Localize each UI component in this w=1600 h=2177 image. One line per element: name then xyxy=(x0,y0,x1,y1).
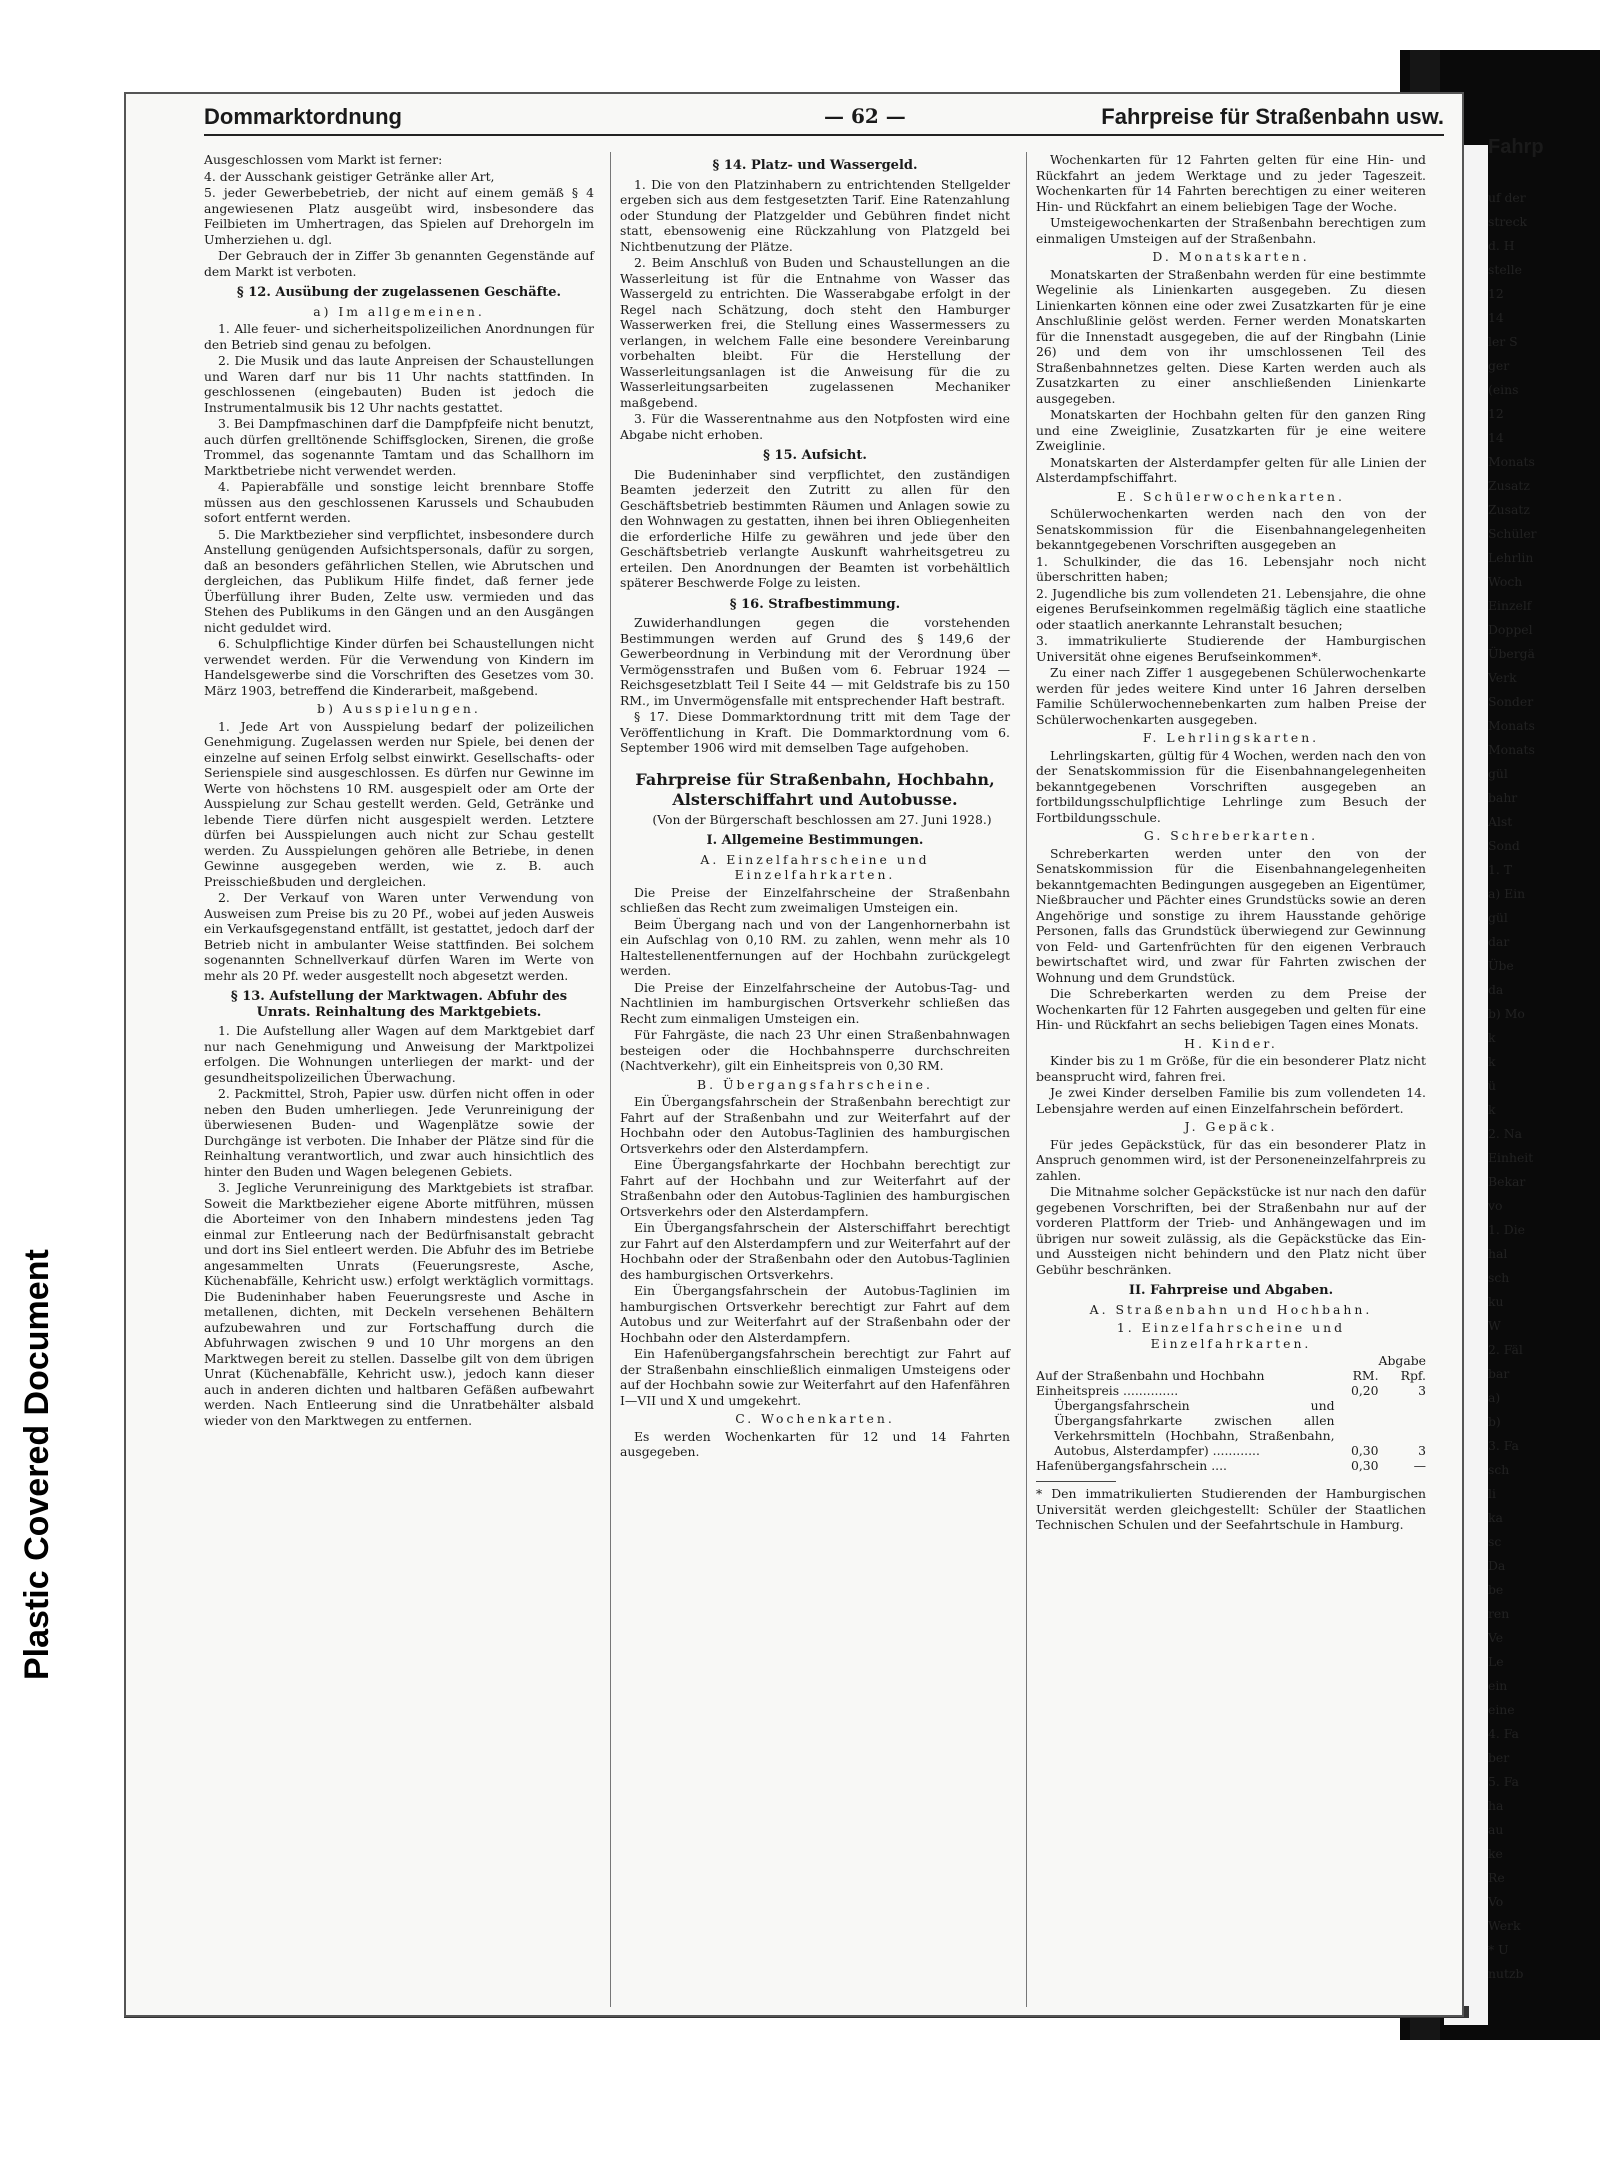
next-page-fragment-line: au xyxy=(1488,1822,1504,1837)
section-heading: § 14. Platz- und Wassergeld. xyxy=(712,158,918,173)
next-page-fragment-line: k xyxy=(1488,1102,1496,1117)
next-page-fragment-line: Lehrlin xyxy=(1488,550,1534,565)
paragraph: 1. Die von den Platzinhabern zu entrichtenden Stellgelder ergeben sich aus dem festgesetzten Tarif. Eine Ratenzahlung oder Stundung der Platzgelder und Gebühren findet nicht statt, ebensowenig eine Rückzahlung von Platzgeld bei Nichtbenutzung der Plätze. xyxy=(620,176,1010,254)
next-page-fragment-line: Werk xyxy=(1488,1918,1521,1933)
fare-row-label: Einheitspreis .............. xyxy=(1036,1383,1179,1398)
page-number: — 62 — xyxy=(824,104,906,128)
section-heading: § 13. Aufstellung der Marktwagen. Abfuhr des Unrats. Reinhaltung des Marktgebiets. xyxy=(230,989,568,1020)
next-page-fragment-line: Einzelf xyxy=(1488,598,1532,613)
next-page-fragment-line: Schüler xyxy=(1488,526,1537,541)
subsection-heading: G. Schreberkarten. xyxy=(1143,828,1319,843)
paragraph: Beim Übergang nach und von der Langenhornerbahn ist ein Aufschlag von 0,10 RM. zu zahlen, wenn mehr als 10 Haltestellenentfernungen auf der Hochbahn zurückgelegt werden. xyxy=(620,916,1010,978)
paragraph: § 17. Diese Dommarktordnung tritt mit dem Tage der Veröffentlichung in Kraft. Die Dommarktordnung vom 6. September 1906 wird mit demselben Tage aufgehoben. xyxy=(620,709,1010,755)
fare-table-header xyxy=(1036,1353,1426,1383)
next-page-fragment-line: Übe xyxy=(1488,958,1514,973)
section-heading: II. Fahrpreise und Abgaben. xyxy=(1128,1283,1334,1298)
next-page-fragment-line: ku xyxy=(1488,1294,1504,1309)
paragraph: Schreberkarten werden unter den von der Senatskommission für die Eisenbahnangelegenheiten bekanntgemachten Bedingungen ausgegeben an Eigentümer, Nießbraucher und Pächter eines Grundstücks sowie an deren Angehörige und sonstige zu ihrem Hausstande gehörige Personen, falls das Grundstück überwiegend zur Gewinnung von Feld- und Gartenfrüchten für den eigenen Verbrauch bewirtschaftet wird, und zwar für Fahrten zwischen der Wohnung und dem Grundstück. xyxy=(1036,845,1426,985)
next-page-fragment-line: ber xyxy=(1488,1750,1510,1765)
fare-row-rpf: 3 xyxy=(1418,1443,1426,1458)
next-page-fragment-line: gül xyxy=(1488,910,1508,925)
section-title: Fahrpreise für Straßenbahn, Hochbahn, Alsterschiffahrt und Autobusse. xyxy=(635,769,995,809)
fare-row-rm: 0,20 xyxy=(1350,1383,1379,1398)
paragraph: 2. Die Musik und das laute Anpreisen der Schaustellungen und Waren darf nur bis 11 Uhr nachts stattfinden. In geschlossenen (eingebauten) Buden ist jedoch die Instrumentalmusik bis 12 Uhr nachts gestattet. xyxy=(204,353,594,415)
next-page-fragment-line: ler S xyxy=(1488,334,1518,349)
paragraph: Der Gebrauch der in Ziffer 3b genannten Gegenstände auf dem Markt ist verboten. xyxy=(204,248,594,279)
side-label: Plastic Covered Document xyxy=(18,1249,56,1680)
next-page-fragment-line: (eins xyxy=(1488,382,1519,397)
paragraph: Je zwei Kinder derselben Familie bis zum vollendeten 14. Lebensjahre werden auf einen Einzelfahrschein befördert. xyxy=(1036,1085,1426,1116)
paragraph: Umsteigewochenkarten der Straßenbahn berechtigen zum einmaligen Umsteigen auf der Straßenbahn. xyxy=(1036,215,1426,246)
next-page-fragment-line: Monats xyxy=(1488,454,1535,469)
next-page-fragment-line: Alst xyxy=(1488,814,1513,829)
fare-row-rpf: 3 xyxy=(1418,1383,1426,1398)
footnote: * Den immatrikulierten Studierenden der Hamburgischen Universität werden gleichgestellt: Schüler der Staatlichen Technischen Schulen und der Seefahrtschule in Hamburg. xyxy=(1036,1486,1426,1532)
next-page-fragment-line: 1. Die xyxy=(1488,1222,1525,1237)
column-rule xyxy=(1026,152,1027,2007)
next-page-fragment-line: ren xyxy=(1488,1606,1510,1621)
paragraph: 1. Alle feuer- und sicherheitspolizeilichen Anordnungen für den Betrieb sind genau zu befolgen. xyxy=(204,321,594,352)
next-page-fragment-line: sch xyxy=(1488,1462,1510,1477)
next-page-fragment-line: Woch xyxy=(1488,574,1523,589)
section-heading: § 16. Strafbestimmung. xyxy=(729,596,901,612)
paragraph: 5. Die Marktbezieher sind verpflichtet, insbesondere durch Anstellung genügenden Aufsichtspersonals, dafür zu sorgen, daß an besonders gefährlichen Stellen, wie Abrutschen und dergleichen, das Publikum Hilfe findet, daß ferner jede Überfüllung ihrer Buden, Zelte usw. vermieden und das Stehen des Publikums in den Gängen und an den Ausgängen nicht geduldet wird. xyxy=(204,526,594,635)
paragraph: Wochenkarten für 12 Fahrten gelten für eine Hin- und Rückfahrt an jedem Werktage und zu jeder Tageszeit. Wochenkarten für 14 Fahrten berechtigen zu einer weiteren Hin- und Rückfahrt an einem beliebigen Tage der Woche. xyxy=(1036,152,1426,214)
next-page-fragment-line: 5. Fa xyxy=(1488,1774,1519,1789)
next-page-fragment-line: Verk xyxy=(1488,670,1517,685)
subsection-heading: E. Schülerwochenkarten. xyxy=(1117,488,1345,504)
next-page-fragment-line: li xyxy=(1488,1486,1496,1501)
header-left-title: Dommarktordnung xyxy=(204,104,402,129)
next-page-fragment-line: 2. Fäl xyxy=(1488,1342,1523,1357)
paragraph: Für Fahrgäste, die nach 23 Uhr einen Straßenbahnwagen besteigen oder die Hochbahnsperre durchschreiten (Nachtverkehr), gilt ein Einheitspreis von 0,30 RM. xyxy=(620,1027,1010,1073)
paragraph: Es werden Wochenkarten für 12 und 14 Fahrten ausgegeben. xyxy=(620,1428,1010,1459)
next-page-fragment-line: k xyxy=(1488,1054,1496,1069)
fare-row xyxy=(1036,1398,1426,1458)
subsection-heading: A. Straßenbahn und Hochbahn. xyxy=(1089,1301,1373,1317)
paragraph: Die Preise der Einzelfahrscheine der Straßenbahn schließen das Recht zum zweimaligen Umsteigen ein. xyxy=(620,884,1010,915)
paragraph: 2. Packmittel, Stroh, Papier usw. dürfen nicht offen in oder neben den Buden umherliegen. Jede Verunreinigung der überwiesenen Buden- und Wagenplätze sowie der Durchgänge ist verboten. Die Inhaber der Plätze sind für die Reinhaltung verantwortlich, und zwar auch hinsichtlich des hinter den Buden und Wagen belegenen Gebiets. xyxy=(204,1086,594,1179)
next-page-fragment-line: dar xyxy=(1488,934,1510,949)
next-page-fragment-line: Sonder xyxy=(1488,694,1534,709)
subsection-heading: J. Gepäck. xyxy=(1184,1119,1278,1134)
subsection-heading: F. Lehrlingskarten. xyxy=(1142,730,1320,745)
section-heading: § 15. Aufsicht. xyxy=(763,448,867,463)
centered-note: (Von der Bürgerschaft beschlossen am 27. Juni 1928.) xyxy=(652,811,992,827)
next-page-fragment-line: Übergä xyxy=(1488,646,1535,661)
paragraph: 1. Schulkinder, die das 16. Lebensjahr noch nicht überschritten haben; xyxy=(1036,553,1426,584)
next-page-fragment-line: 1. T xyxy=(1488,862,1513,877)
next-page-fragment-line: b) Mo xyxy=(1488,1006,1525,1021)
next-page-fragment-line: Sond xyxy=(1488,838,1520,853)
next-page-fragment-line: W xyxy=(1488,1318,1501,1333)
subsection-heading: H. Kinder. xyxy=(1184,1035,1278,1051)
next-page-fragment-line: ke xyxy=(1488,1846,1503,1861)
next-page-fragment-line: 14 xyxy=(1488,430,1504,445)
next-page-fragment-line: 3. Fa xyxy=(1488,1438,1519,1453)
next-page-fragment-line: ha xyxy=(1488,1798,1504,1813)
next-page-fragment-line: streck xyxy=(1488,214,1528,229)
paragraph: 3. Bei Dampfmaschinen darf die Dampfpfeife nicht benutzt, auch dürfen grelltönende Schiffsglocken, Sirenen, die große Trommel, das sogenannte Tamtam und das Schallhorn im Marktbetriebe nicht verwendet werden. xyxy=(204,416,594,478)
next-page-fragment-line: ka xyxy=(1488,1510,1503,1525)
next-page-fragment-line: ü xyxy=(1488,1078,1496,1093)
paragraph: Monatskarten der Straßenbahn werden für eine bestimmte Wegelinie als Linienkarten ausgegeben. Zu diesen Linienkarten können eine oder zwei Zusatzkarten für je eine Anschlußlinie gelöst werden. Ferner werden Monatskarten für die Innenstadt ausgegeben, die auf der Ringbahn (Linie 26) und dem von ihr umschlossenen Teil des Straßenbahnnetzes gelten. Diese Karten werden auch als Zusatzkarten zu einer anschließenden Linienkarte ausgegeben. xyxy=(1036,266,1426,406)
paragraph: 1. Die Aufstellung aller Wagen auf dem Marktgebiet darf nur nach Genehmigung und Anweisung der Marktpolizei erfolgen. Die Wohnungen unterliegen der markt- und der gesundheitspolizeilichen Überwachung. xyxy=(204,1023,594,1085)
next-page-fragment-line: a) xyxy=(1488,1390,1501,1405)
section-heading: I. Allgemeine Bestimmungen. xyxy=(706,833,924,848)
fare-header-rm: RM. xyxy=(1352,1368,1379,1383)
next-page-fragment-line: sc xyxy=(1488,1534,1502,1549)
fare-header-rpf xyxy=(1379,1353,1426,1383)
next-page-fragment-line: ein xyxy=(1488,1678,1508,1693)
next-page-fragment-line: Doppel xyxy=(1488,622,1533,637)
fare-row xyxy=(1036,1383,1426,1398)
fare-row-label: Hafenübergangsfahrschein .... xyxy=(1036,1458,1227,1473)
paragraph: Monatskarten der Alsterdampfer gelten für alle Linien der Alsterdampfschiffahrt. xyxy=(1036,454,1426,485)
next-page-fragment-line: hal xyxy=(1488,1246,1508,1261)
column-rule xyxy=(610,152,611,2007)
subsection-heading: b) Ausspielungen. xyxy=(317,701,481,716)
next-page-fragment-title: Fahrp xyxy=(1488,136,1544,158)
fare-row-rm: 0,30 xyxy=(1350,1443,1379,1458)
paragraph: Lehrlingskarten, gültig für 4 Wochen, werden nach den von der Senatskommission für die Eisenbahnangelegenheiten bekanntgegebenen Vorschriften ausgegeben an fortbildungsschulpflichtige Lehrlinge zum Besuch der Fortbildungsschule. xyxy=(1036,747,1426,825)
next-page-fragment-line: gül xyxy=(1488,766,1508,781)
next-page-fragment-line: sch xyxy=(1488,1270,1510,1285)
paragraph: 4. der Ausschank geistiger Getränke aller Art, xyxy=(204,168,495,184)
column-3-body xyxy=(1036,152,1426,1351)
next-page-fragment-line: 4. Fa xyxy=(1488,1726,1519,1741)
paragraph: Ein Übergangsfahrschein der Autobus-Taglinien im hamburgischen Ortsverkehr berechtigt zur Fahrt auf dem Autobus und zur Weiterfahrt auf der Straßenbahn oder der Hochbahn oder den Alsterdampfern. xyxy=(620,1283,1010,1345)
fare-header-rpf-unit: Rpf. xyxy=(1400,1368,1426,1383)
page-header xyxy=(204,104,1444,136)
column-3 xyxy=(1036,152,1426,1533)
paragraph: 4. Papierabfälle und sonstige leicht brennbare Stoffe müssen aus den geschlossenen Karussels und Schaubuden sofort entfernt werden. xyxy=(204,479,594,525)
fare-table xyxy=(1036,1353,1426,1473)
subsection-heading: a) Im allgemeinen. xyxy=(313,303,485,319)
next-page-fragment-line: 14 xyxy=(1488,310,1504,325)
paragraph: Ein Hafenübergangsfahrschein berechtigt zur Fahrt auf der Straßenbahn einschließlich einmaligen Umsteigens oder auf der Hochbahn sowie zur Weiterfahrt auf den Hafenfähren I—VII und X und umgekehrt. xyxy=(620,1346,1010,1408)
next-page-fragment-line: eine xyxy=(1488,1702,1515,1717)
paragraph: Monatskarten der Hochbahn gelten für den ganzen Ring und eine Zweiglinie, Zusatzkarten für je eine weitere Zweiglinie. xyxy=(1036,407,1426,453)
next-page-fragment-line: 12 xyxy=(1488,286,1504,301)
next-page-fragment-line: uf der xyxy=(1488,190,1526,205)
paragraph: Für jedes Gepäckstück, für das ein besonderer Platz in Anspruch genommen wird, ist der Personeneinzelfahrpreis zu zahlen. xyxy=(1036,1136,1426,1183)
next-page-fragment-line: Monats xyxy=(1488,742,1535,757)
paragraph: Zu einer nach Ziffer 1 ausgegebenen Schülerwochenkarte werden für jedes weitere Kind unter 16 Jahren derselben Familie Schülerwochennebenkarten zum halben Preise der Schülerwochenkarten ausgegeben. xyxy=(1036,665,1426,727)
next-page-fragment-line: Re xyxy=(1488,1870,1505,1885)
section-heading: § 12. Ausübung der zugelassenen Geschäfte. xyxy=(236,285,562,300)
fare-row-label: Übergangsfahrschein und Übergangsfahrkarte zwischen allen Verkehrsmitteln (Hochbahn, Straßenbahn, Autobus, Alsterdampfer) ............ xyxy=(1054,1398,1335,1458)
fare-header-label: Auf der Straßenbahn und Hochbahn xyxy=(1036,1368,1265,1383)
next-page-fragment-line: b) xyxy=(1488,1414,1501,1429)
paragraph: 6. Schulpflichtige Kinder dürfen bei Schaustellungen nicht verwendet werden. Für die Verwendung von Kindern im Handelsgewerbe sind die Vorschriften des Gesetzes vom 30. März 1903, betreffend die Kinderarbeit, maßgebend. xyxy=(204,636,594,698)
paragraph: Die Budeninhaber sind verpflichtet, den zuständigen Beamten jederzeit den Zutritt zu allen für den Geschäftsbetrieb bestimmten Räumen und Anlagen sowie zu den Wohnwagen zu gestatten, ihnen bei ihren Obliegenheiten die erforderliche Hilfe zu gewähren und jede über den Geschäftsbetrieb verlangte Auskunft wahrheitsgetreu zu erteilen. Den Anordnungen der Beamten ist vorbehältlich späterer Beschwerde Folge zu leisten. xyxy=(620,466,1010,590)
document-page xyxy=(124,92,1464,2017)
subsection-heading: 1. Einzelfahrscheine und Einzelfahrkarten. xyxy=(1116,1320,1346,1351)
next-page-fragment-line: ger xyxy=(1488,358,1510,373)
fare-row xyxy=(1036,1458,1426,1473)
paragraph: Eine Übergangsfahrkarte der Hochbahn berechtigt zur Fahrt auf der Hochbahn und zur Weiterfahrt auf der Straßenbahn oder den Autobus-Taglinien des hamburgischen Ortsverkehrs oder den Alsterdampfern. xyxy=(620,1157,1010,1219)
paragraph: Schülerwochenkarten werden nach den von der Senatskommission für die Eisenbahnangelegenheiten bekanntgegebenen Vorschriften ausgegeben an xyxy=(1036,506,1426,552)
next-page-fragment-line: 2. Na xyxy=(1488,1126,1522,1141)
column-1 xyxy=(204,152,594,1429)
footnote-rule xyxy=(1036,1481,1116,1482)
subsection-heading: A. Einzelfahrscheine und Einzelfahrkarten. xyxy=(700,851,930,882)
next-page-fragment-line: Ve xyxy=(1488,1630,1504,1645)
next-page-fragment-line: a) Ein xyxy=(1488,886,1526,901)
next-page-fragment-line: Zusatz xyxy=(1488,502,1530,517)
next-page-fragment-line: 12 xyxy=(1488,406,1504,421)
subsection-heading: C. Wochenkarten. xyxy=(735,1411,895,1426)
paragraph: 2. Beim Anschluß von Buden und Schaustellungen an die Wasserleitung ist für die Entnahme von Wasser das Wassergeld zu entrichten. Die Wasserabgabe erfolgt in der Regel nach Schätzung, doch steht den Hamburger Wasserwerken frei, die Stellung eines Wassermessers zu verlangen, in welchem Falle eine besondere Vereinbarung vorbehalten bleibt. Für die Herstellung der Wasserleitungsanlagen ist die Anweisung für die zu Wasserleitungsarbeiten zugelassenen Mechaniker maßgebend. xyxy=(620,255,1010,410)
fare-row-rpf: — xyxy=(1413,1458,1426,1473)
next-page-fragment-line: bahr xyxy=(1488,790,1518,805)
next-page-fragment-line: da xyxy=(1488,982,1504,997)
paragraph: Ein Übergangsfahrschein der Straßenbahn berechtigt zur Fahrt auf der Straßenbahn und zur Weiterfahrt auf der Hochbahn oder den Autobus-Taglinien des hamburgischen Ortsverkehrs oder den Alsterdampfern. xyxy=(620,1094,1010,1156)
next-page-fragment-line: d. H xyxy=(1488,238,1515,253)
fare-header-abgabe: Abgabe xyxy=(1378,1353,1426,1368)
next-page-fragment-line: Bekar xyxy=(1488,1174,1526,1189)
next-page-fragment-line: stelle xyxy=(1488,262,1522,277)
column-2 xyxy=(620,152,1010,1461)
next-page-fragment-line: Da xyxy=(1488,1558,1506,1573)
next-page-fragment-line: Einheit xyxy=(1488,1150,1534,1165)
paragraph: Die Preise der Einzelfahrscheine der Autobus-Tag- und Nachtlinien im hamburgischen Ortsverkehr schließen das Recht zum einmaligen Umsteigen ein. xyxy=(620,979,1010,1026)
next-page-fragment-line: Monats xyxy=(1488,718,1535,733)
paragraph: 3. Jegliche Verunreinigung des Marktgebiets ist strafbar. Soweit die Marktbezieher eigene Aborte mitführen, müssen die Aborteimer von den Inhabern mindestens jeden Tag einmal zur Entleerung nach der Bedürfnisanstalt gebracht und dort ins Siel entleert werden. Die Abfuhr des im Betriebe angesammelten Unrats (Feuerungsreste, Asche, Küchenabfälle, Kehricht usw.) erfolgt werktäglich vormittags. Die Budeninhaber haben Feuerungsreste und Asche in metallenen, dichten, mit Deckeln versehenen Behältern aufzubewahren und zur Fortschaffung durch die Abfuhrwagen zwischen 9 und 10 Uhr morgens an den Marktwegen bereit zu stellen. Dasselbe gilt von dem übrigen Unrat (Küchenabfälle, Kehricht usw.), jedoch kann dieser auch in anderen dichten und haltbaren Gefäßen aufbewahrt werden. Nach Entleerung sind die Unratbehälter alsbald wieder von den Marktwegen zu entfernen. xyxy=(204,1180,594,1428)
next-page-fragment-line: nutzb xyxy=(1488,1966,1524,1981)
paragraph: 2. Jugendliche bis zum vollendeten 21. Lebensjahre, die ohne eigenes Berufseinkommen regelmäßig täglich eine staatliche oder staatlich anerkannte Lehranstalt besuchen; xyxy=(1036,585,1426,632)
next-page-fragment-line: Le xyxy=(1488,1654,1504,1669)
next-page-fragment-line: bar xyxy=(1488,1366,1510,1381)
subsection-heading: B. Übergangsfahrscheine. xyxy=(697,1076,933,1092)
paragraph: Ausgeschlossen vom Markt ist ferner: xyxy=(204,152,443,167)
paragraph: Die Schreberkarten werden zu dem Preise der Wochenkarten für 12 Fahrten ausgegeben und gelten für eine Hin- und Rückfahrt an sechs beliebigen Tagen eines Monats. xyxy=(1036,986,1426,1032)
next-page-fragment-line: Zusatz xyxy=(1488,478,1530,493)
paragraph: 5. jeder Gewerbebetrieb, der nicht auf einem gemäß § 4 angewiesenen Platz ausgeübt wird, insbesondere das Feilbieten im Umhertragen, das Spielen auf Drehorgeln im Umherziehen u. dgl. xyxy=(204,185,594,247)
paragraph: Kinder bis zu 1 m Größe, für die ein besonderer Platz nicht beansprucht wird, fahren frei. xyxy=(1036,1053,1426,1084)
paragraph: Ein Übergangsfahrschein der Alsterschiffahrt berechtigt zur Fahrt auf den Alsterdampfern und zur Weiterfahrt auf der Hochbahn oder der Straßenbahn oder den Autobus-Taglinien des hamburgischen Ortsverkehrs. xyxy=(620,1220,1010,1282)
next-page-fragment-line: vo xyxy=(1488,1198,1503,1213)
paragraph: 3. Für die Wasserentnahme aus den Notpfosten wird eine Abgabe nicht erhoben. xyxy=(620,411,1010,442)
subsection-heading: D. Monatskarten. xyxy=(1152,249,1310,264)
paragraph: 3. immatrikulierte Studierende der Hamburgischen Universität ohne eigenes Berufseinkommen*. xyxy=(1036,633,1426,664)
next-page-fragment-line: k xyxy=(1488,1030,1496,1045)
next-page-fragment-line: be xyxy=(1488,1582,1504,1597)
paragraph: Zuwiderhandlungen gegen die vorstehenden Bestimmungen werden auf Grund des § 149,6 der Gewerbeordnung in Verbindung mit der Verordnung über Vermögensstrafen und Bußen vom 6. Februar 1924 — Reichsgesetzblatt Teil I Seite 44 — mit Geldstrafe bis zu 150 RM., im Unvermögensfalle mit entsprechender Haft bestraft. xyxy=(620,615,1010,708)
next-page-fragment-line: * U xyxy=(1488,1942,1509,1957)
paragraph: 1. Jede Art von Ausspielung bedarf der polizeilichen Genehmigung. Zugelassen werden nur Spiele, bei denen der einzelne auf seinen Erfolg selbst einwirkt. Gesellschafts- oder Serienspiele sind ausgeschlossen. Es dürfen nur Gewinne im Werte von höchstens 10 RM. ausgespielt oder am Orte der Ausspielung zur Schau gestellt werden. Geld, Getränke und lebende Tiere dürfen nicht ausgespielt werden. Letztere dürfen bei Ausspielungen auch nicht zur Schau gestellt werden. Zu Ausspielungen gehören alle Betriebe, in denen Gewinne ausgegeben werden, wie z. B. auch Preisschießbuden und dergleichen. xyxy=(204,718,594,889)
paragraph: Die Mitnahme solcher Gepäckstücke ist nur nach den dafür gegebenen Vorschriften, bei der Straßenbahn nur auf der vorderen Plattform der Trieb- und Anhängewagen und im übrigen nur soweit zulässig, als die Gepäckstücke das Ein- und Aussteigen nicht behindern und den Platz nicht über Gebühr beschränken. xyxy=(1036,1184,1426,1277)
paragraph: 2. Der Verkauf von Waren unter Verwendung von Ausweisen zum Preise bis zu 20 Pf., wobei auf jeden Ausweis ein Verkaufsgegenstand entfällt, ist gestattet, jedoch darf der Betrieb nicht in ambulanter Weise stattfinden. Bei solchem sogenannten Schnellverkauf dürfen Waren im Werte von mehr als 20 Pf. weder ausgestellt noch abgesetzt werden. xyxy=(204,890,594,983)
fare-row-rm: 0,30 xyxy=(1350,1458,1379,1473)
next-page-fragment-line: Vo xyxy=(1488,1894,1504,1909)
header-right-title: Fahrpreise für Straßenbahn usw. xyxy=(1101,104,1444,129)
